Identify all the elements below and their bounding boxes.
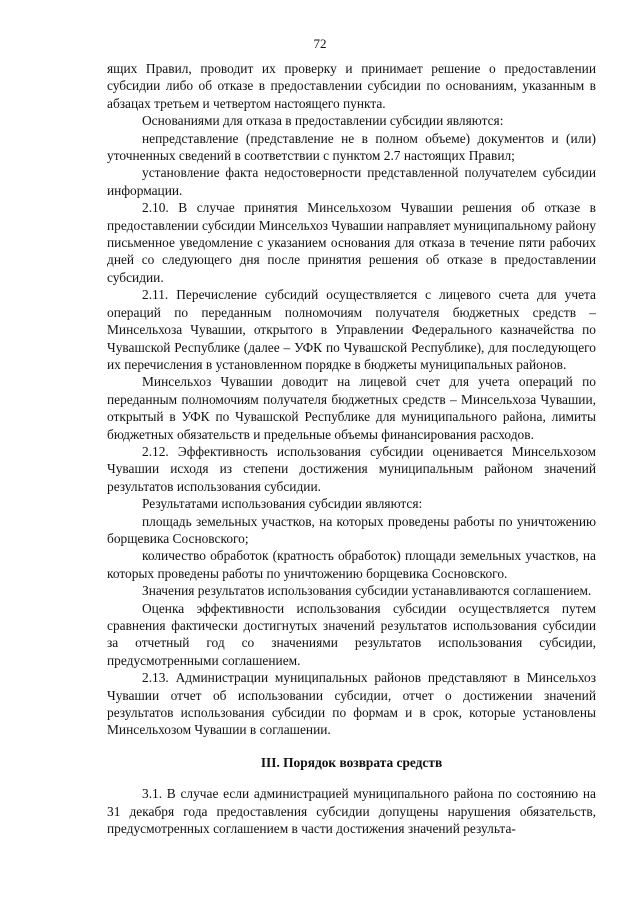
paragraph-refusal-grounds: Основаниями для отказа в предоставлении субсидии являются:: [142, 113, 504, 129]
paragraph-2-11: 2.11. Перечисление субсидий осуществляется с лицевого счета для учета операций по переданным полномочиям получателя бюджетных средств – Минсельхоза Чувашии, открытого в Управлении Федерального казначейства по Чувашской Республике (далее – УФК по Чувашской Республике), для последующего их перечисления в установленном порядке в бюджеты муниципальных районов.: [107, 287, 596, 372]
paragraph-2-13: 2.13. Администрации муниципальных районов представляют в Минсельхоз Чувашии отчет об использовании субсидии, отчет о достижении значений результатов использования субсидии по формам и в срок, которые установлены Минсельхозом Чувашии в соглашении.: [107, 670, 596, 738]
paragraph-3-1: 3.1. В случае если администрацией муниципального района по состоянию на 31 декабря года предоставления субсидии допущены нарушения обязательств, предусмотренных соглашением в части достижения значений результа-: [107, 786, 596, 837]
paragraph-result-treatments: количество обработок (кратность обработок) площади земельных участков, на которых проведены работы по уничтожению борщевика Сосновского.: [107, 548, 596, 581]
paragraph-ground-documents: непредставление (представление не в полном объеме) документов и (или) уточненных сведений в соответствии с пунктом 2.7 настоящих Правил;: [107, 130, 596, 164]
paragraph-efficiency: Оценка эффективности использования субсидии осуществляется путем сравнения фактически достигнутых значений результатов использования субсидии за отчетный год со значениями результатов использования субсидии, предусмотренными соглашением.: [107, 600, 596, 668]
paragraph-limits: Минсельхоз Чувашии доводит на лицевой счет для учета операций по переданным полномочиям получателя бюджетных средств – Минсельхоза Чувашии, открытый в УФК по Чувашской Республике для муниципального района, лимиты бюджетных обязательств и предельные объемы финансирования расходов.: [107, 374, 596, 442]
paragraph-result-area: площадь земельных участков, на которых проведены работы по уничтожению борщевика Сосновского;: [107, 513, 596, 546]
paragraph-result-values: Значения результатов использования субсидии устанавливаются соглашением.: [142, 583, 592, 599]
page-number: 72: [313, 36, 327, 51]
paragraph-2-12: 2.12. Эффективность использования субсидии оценивается Минсельхозом Чувашии исходя из степени достижения муниципальным районом значений результатов использования субсидии.: [107, 443, 596, 494]
section-heading: III. Порядок возврата средств: [260, 754, 443, 770]
paragraph-2-10: 2.10. В случае принятия Минсельхозом Чувашии решения об отказе в предоставлении субсидии Минсельхоз Чувашии направляет муниципальному району письменное уведомление с указанием основания для отказа в течение пяти рабочих дней со следующего дня после принятия решения об отказе в предоставлении субсидии.: [107, 200, 596, 285]
paragraph-continuation: ящих Правил, проводит их проверку и принимает решение о предоставлении субсидии либо об отказе в предоставлении субсидии по основаниям, указанным в абзацах третьем и четвертом настоящего пункта.: [107, 61, 596, 111]
document-body: [107, 60, 596, 837]
paragraph-ground-false-info: установление факта недостоверности представленной получателем субсидии информации.: [107, 165, 596, 198]
paragraph-results-intro: Результатами использования субсидии являются:: [142, 496, 423, 512]
